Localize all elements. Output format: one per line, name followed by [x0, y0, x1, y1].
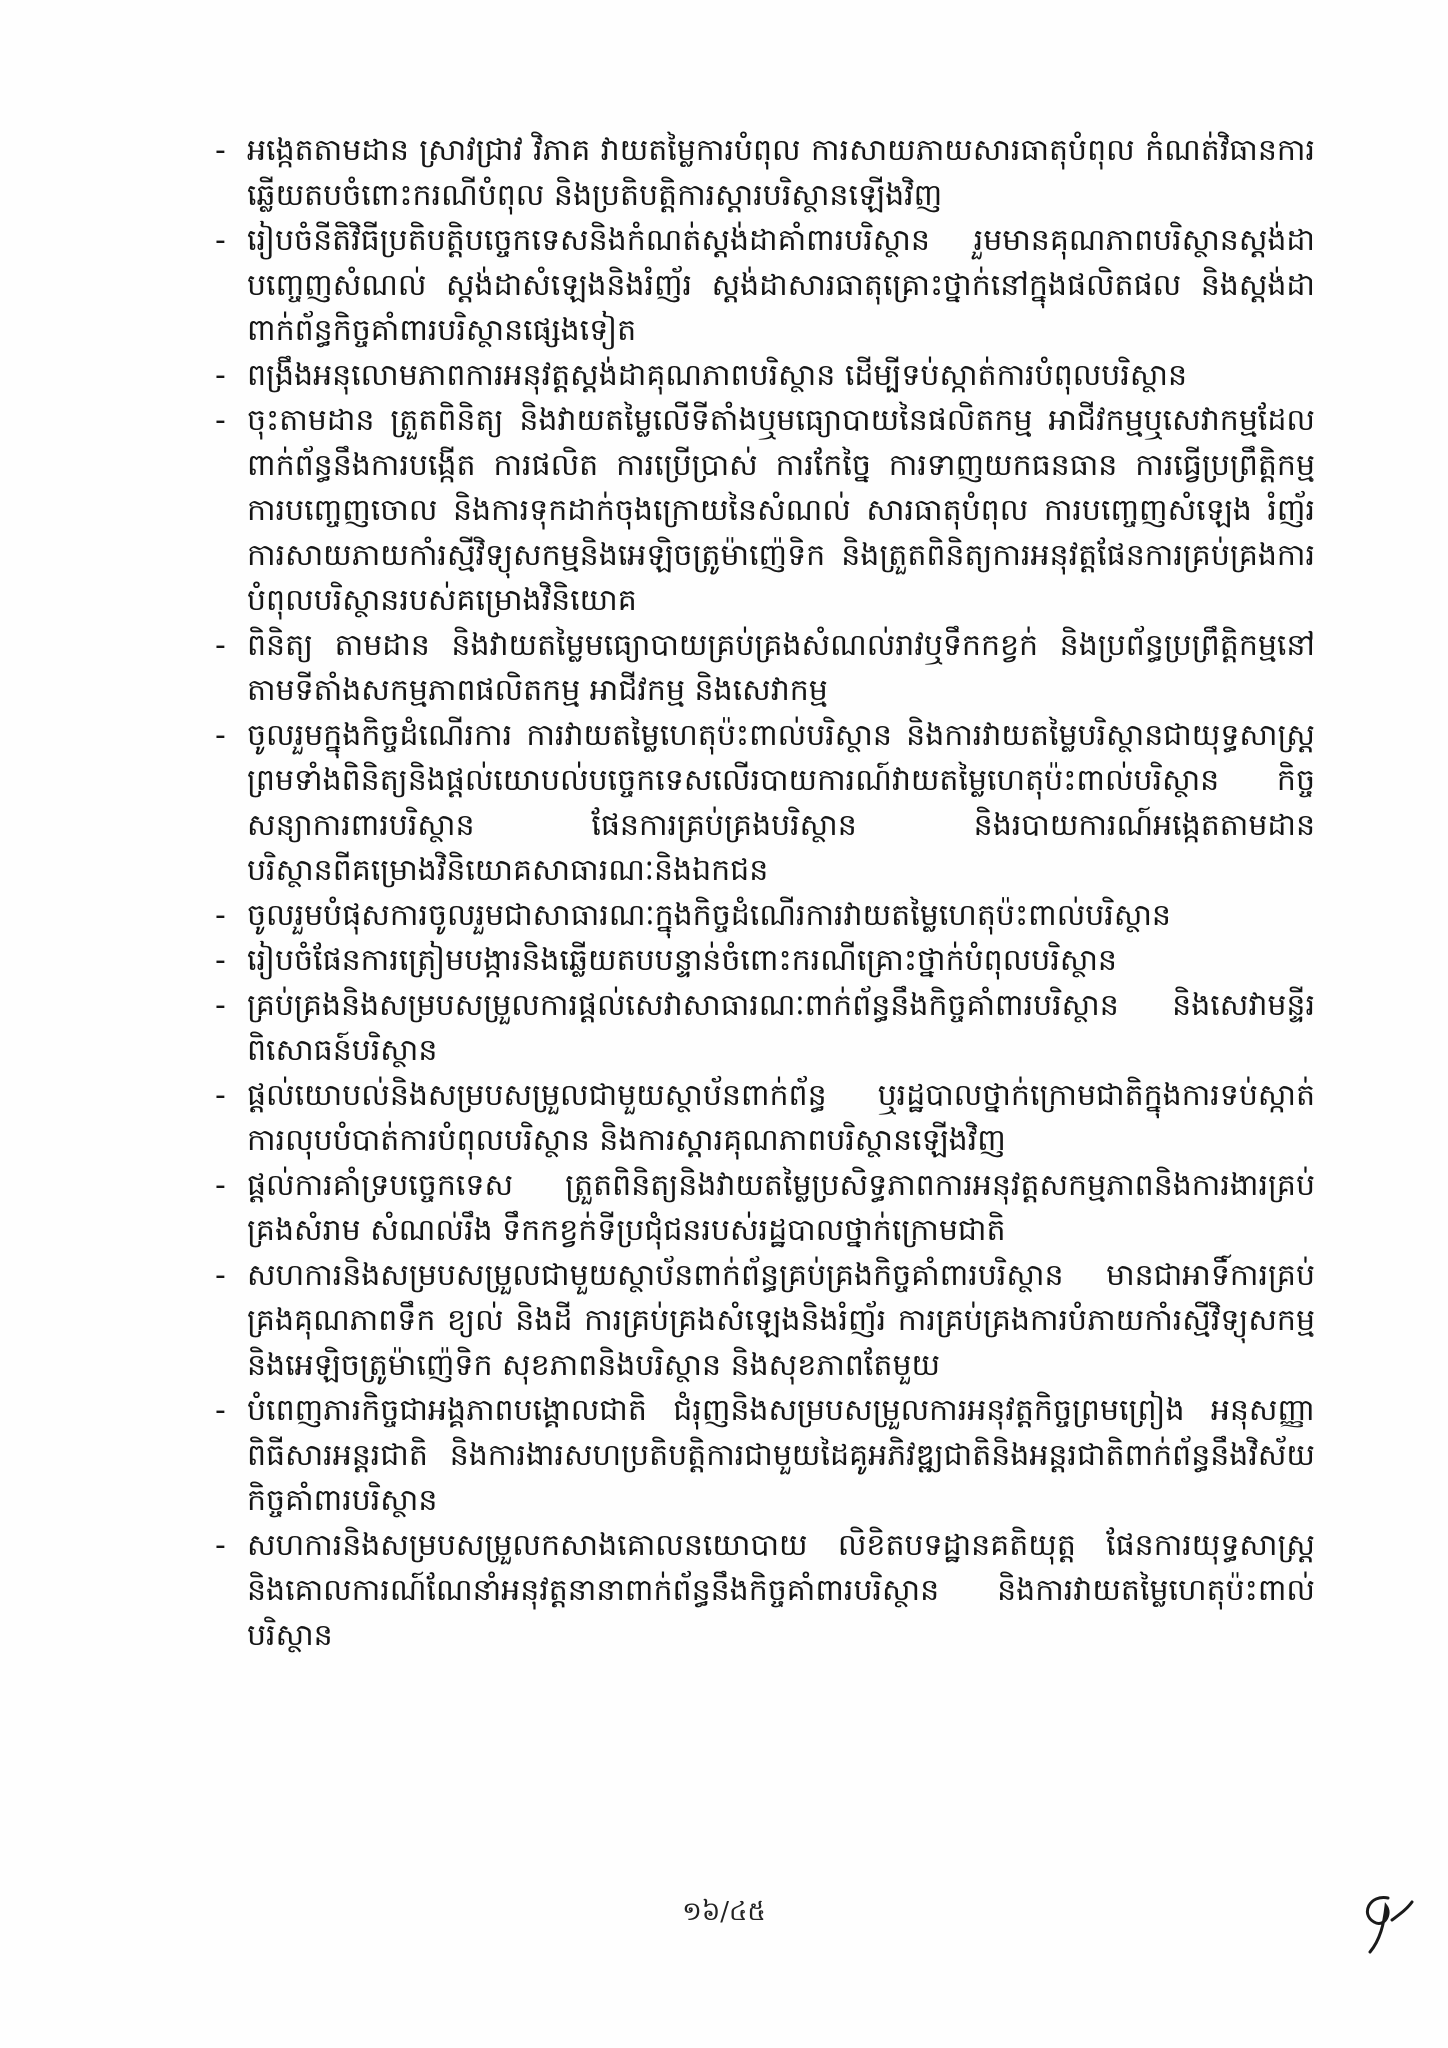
task-list	[215, 128, 1315, 1658]
list-dash: -	[215, 1168, 226, 1203]
list-item-text: អង្កេតតាមដាន ស្រាវជ្រាវ វិភាគ វាយតម្លៃការបំពុល ការសាយភាយសារធាតុបំពុល កំណត់វិធានការឆ្លើយតបចំពោះករណីបំពុល និងប្រតិបត្តិការស្តារបរិស្ថានឡើងវិញ	[247, 133, 1315, 213]
list-item-text: រៀបចំនីតិវិធីប្រតិបត្តិបច្ចេកទេសនិងកំណត់ស្តង់ដាគាំពារបរិស្ថាន រួមមានគុណភាពបរិស្ថានស្តង់ដាបញ្ចេញសំណល់ ស្តង់ដាសំឡេងនិងរំញ័រ ស្តង់ដាសារធាតុគ្រោះថ្នាក់នៅក្នុងផលិតផល និងស្តង់ដាពាក់ព័ន្ធកិច្ចគាំពារបរិស្ថានផ្សេងទៀត	[247, 223, 1315, 348]
list-dash: -	[215, 988, 226, 1023]
list-item	[215, 1523, 1315, 1658]
list-item	[215, 353, 1315, 398]
list-item	[215, 1163, 1315, 1253]
list-item-text: ផ្តល់យោបល់និងសម្របសម្រួលជាមួយស្ថាប័នពាក់ព័ន្ធ ឬរដ្ឋបាលថ្នាក់ក្រោមជាតិក្នុងការទប់ស្កាត់ការលុបបំបាត់ការបំពុលបរិស្ថាន និងការស្តារគុណភាពបរិស្ថានឡើងវិញ	[247, 1078, 1315, 1158]
list-item-text: រៀបចំផែនការត្រៀមបង្ការនិងឆ្លើយតបបន្ទាន់ចំពោះករណីគ្រោះថ្នាក់បំពុលបរិស្ថាន	[247, 943, 1117, 978]
list-dash: -	[215, 1393, 226, 1428]
list-dash: -	[215, 628, 226, 663]
list-item	[215, 398, 1315, 623]
list-item-text: ចូលរួមក្នុងកិច្ចដំណើរការ ការវាយតម្លៃហេតុប៉ះពាល់បរិស្ថាន និងការវាយតម្លៃបរិស្ថានជាយុទ្ធសាស្ត្រព្រមទាំងពិនិត្យនិងផ្តល់យោបល់បច្ចេកទេសលើរបាយការណ៍វាយតម្លៃហេតុប៉ះពាល់បរិស្ថាន កិច្ចសន្យាការពារបរិស្ថាន ផែនការគ្រប់គ្រងបរិស្ថាន និងរបាយការណ៍អង្កេតតាមដានបរិស្ថានពីគម្រោងវិនិយោគសាធារណៈនិងឯកជន	[247, 718, 1315, 888]
list-item	[215, 218, 1315, 353]
list-item-text: សហការនិងសម្របសម្រួលជាមួយស្ថាប័នពាក់ព័ន្ធគ្រប់គ្រងកិច្ចគាំពារបរិស្ថាន មានជាអាទិ៍ការគ្រប់គ្រងគុណភាពទឹក ខ្យល់ និងដី ការគ្រប់គ្រងសំឡេងនិងរំញ័រ ការគ្រប់គ្រងការបំភាយកាំរស្មីវិទ្យុសកម្មនិងអេឡិចត្រូម៉ាញ៉េទិក សុខភាពនិងបរិស្ថាន និងសុខភាពតែមួយ	[247, 1258, 1315, 1383]
list-item-text: បំពេញភារកិច្ចជាអង្គភាពបង្គោលជាតិ ជំរុញនិងសម្របសម្រួលការអនុវត្តកិច្ចព្រមព្រៀង អនុសញ្ញា ពិធីសារអន្តរជាតិ និងការងារសហប្រតិបត្តិការជាមួយដៃគូអភិវឌ្ឍជាតិនិងអន្តរជាតិពាក់ព័ន្ធនឹងវិស័យកិច្ចគាំពារបរិស្ថាន	[247, 1393, 1315, 1518]
list-dash: -	[215, 943, 226, 978]
list-item	[215, 128, 1315, 218]
list-item	[215, 623, 1315, 713]
list-dash: -	[215, 718, 226, 753]
list-item-text: សហការនិងសម្របសម្រួលកសាងគោលនយោបាយ លិខិតបទដ្ឋានគតិយុត្ត ផែនការយុទ្ធសាស្ត្រ និងគោលការណ៍ណែនាំអនុវត្តនានាពាក់ព័ន្ធនឹងកិច្ចគាំពារបរិស្ថាន និងការវាយតម្លៃហេតុប៉ះពាល់បរិស្ថាន	[247, 1528, 1315, 1653]
list-item-text: ពង្រឹងអនុលោមភាពការអនុវត្តស្តង់ដាគុណភាពបរិស្ថាន ដើម្បីទប់ស្កាត់ការបំពុលបរិស្ថាន	[247, 358, 1188, 393]
handwritten-initial-mark	[1340, 1880, 1430, 1960]
list-dash: -	[215, 1258, 226, 1293]
list-item	[215, 1388, 1315, 1523]
list-item-text: ពិនិត្យ តាមដាន និងវាយតម្លៃមធ្យោបាយគ្រប់គ្រងសំណល់រាវឬទឹកកខ្វក់ និងប្រព័ន្ធប្រព្រឹត្តិកម្មនៅតាមទីតាំងសកម្មភាពផលិតកម្ម អាជីវកម្ម និងសេវាកម្ម	[247, 628, 1315, 708]
list-item-text: គ្រប់គ្រងនិងសម្របសម្រួលការផ្តល់សេវាសាធារណៈពាក់ព័ន្ធនឹងកិច្ចគាំពារបរិស្ថាន និងសេវាមន្ទីរពិសោធន៍បរិស្ថាន	[247, 988, 1315, 1068]
list-dash: -	[215, 1528, 226, 1563]
list-dash: -	[215, 403, 226, 438]
list-item-text: ចូលរួមបំផុសការចូលរួមជាសាធារណៈក្នុងកិច្ចដំណើរការវាយតម្លៃហេតុប៉ះពាល់បរិស្ថាន	[247, 898, 1171, 933]
list-dash: -	[215, 358, 226, 393]
list-item	[215, 713, 1315, 893]
list-dash: -	[215, 223, 226, 258]
list-item	[215, 1073, 1315, 1163]
list-item-text: ចុះតាមដាន ត្រួតពិនិត្យ និងវាយតម្លៃលើទីតាំងឬមធ្យោបាយនៃផលិតកម្ម អាជីវកម្មឬសេវាកម្មដែលពាក់ព័ន្ធនឹងការបង្កើត ការផលិត ការប្រើប្រាស់ ការកែច្នៃ ការទាញយកធនធាន ការធ្វើប្រព្រឹត្តិកម្ម ការបញ្ចេញចោល និងការទុកដាក់ចុងក្រោយនៃសំណល់ សារធាតុបំពុល ការបញ្ចេញសំឡេង រំញ័រ ការសាយភាយកាំរស្មីវិទ្យុសកម្មនិងអេឡិចត្រូម៉ាញ៉េទិក និងត្រួតពិនិត្យការអនុវត្តផែនការគ្រប់គ្រងការបំពុលបរិស្ថានរបស់គម្រោងវិនិយោគ	[247, 403, 1315, 618]
list-dash: -	[215, 1078, 226, 1113]
list-item	[215, 983, 1315, 1073]
list-item	[215, 1253, 1315, 1388]
list-item-text: ផ្តល់ការគាំទ្របច្ចេកទេស ត្រួតពិនិត្យនិងវាយតម្លៃប្រសិទ្ធភាពការអនុវត្តសកម្មភាពនិងការងារគ្រប់គ្រងសំរាម សំណល់រឹង ទឹកកខ្វក់ទីប្រជុំជនរបស់រដ្ឋបាលថ្នាក់ក្រោមជាតិ	[247, 1168, 1315, 1248]
list-dash: -	[215, 133, 226, 168]
list-dash: -	[215, 898, 226, 933]
list-item	[215, 938, 1315, 983]
page-number: ១៦/៤៥	[682, 1897, 766, 1927]
list-item	[215, 893, 1315, 938]
